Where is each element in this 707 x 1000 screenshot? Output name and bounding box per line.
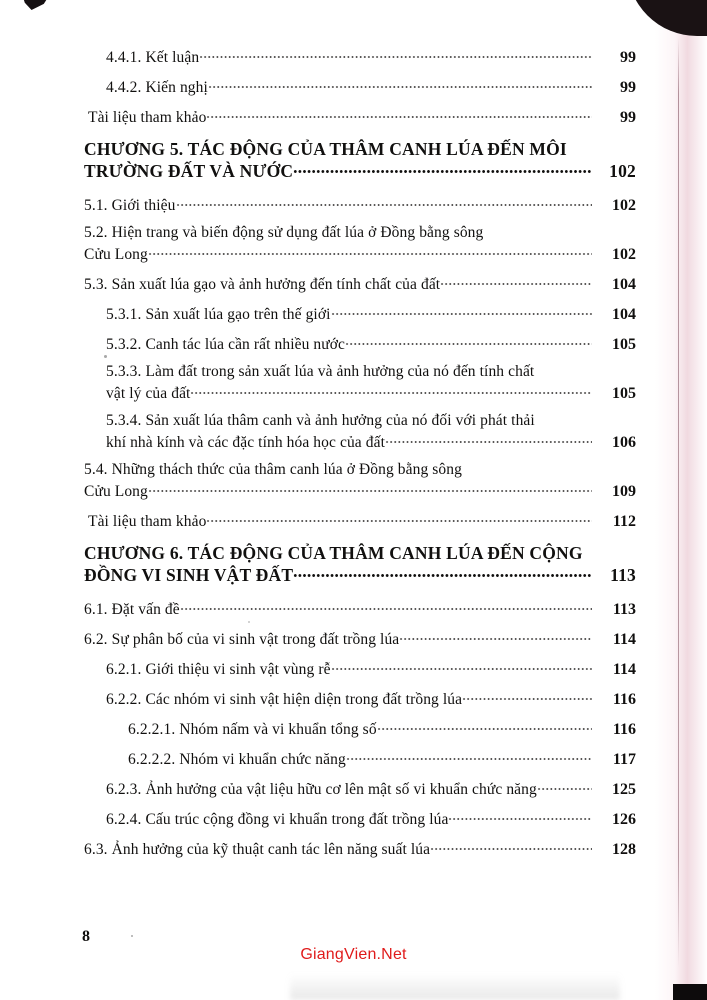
toc-entry-page: 106 bbox=[612, 434, 636, 451]
dot-leader bbox=[440, 273, 592, 289]
dot-leader bbox=[148, 243, 592, 259]
toc-entry-label: 6.3. Ảnh hưởng của kỹ thuật canh tác lên năng suất lúa bbox=[84, 841, 431, 858]
toc-entry-label: 6.2.1. Giới thiệu vi sinh vật vùng rễ bbox=[106, 661, 331, 678]
toc-entry-references[interactable] bbox=[84, 106, 636, 127]
dot-leader bbox=[448, 808, 592, 824]
toc-entry-label-line1: 5.4. Những thách thức của thâm canh lúa ở Đồng bằng sông bbox=[84, 461, 462, 478]
dot-leader bbox=[430, 838, 592, 854]
toc-chapter-label-line2: ĐỒNG VI SINH VẬT ĐẤT bbox=[84, 565, 294, 585]
toc-entry[interactable] bbox=[84, 748, 636, 769]
toc-entry-label: 5.1. Giới thiệu bbox=[84, 197, 176, 214]
dot-leader bbox=[148, 480, 592, 496]
toc-entry-page: 125 bbox=[612, 781, 636, 798]
toc-entry-page: 128 bbox=[612, 841, 636, 858]
toc-entry-chapter-5[interactable] bbox=[84, 139, 636, 182]
toc-entry-label: 6.2.2.1. Nhóm nấm và vi khuẩn tổng số bbox=[128, 721, 377, 738]
dot-leader bbox=[206, 510, 592, 526]
dot-leader bbox=[377, 718, 592, 734]
dot-leader bbox=[331, 658, 592, 674]
toc-chapter-label-line1: CHƯƠNG 5. TÁC ĐỘNG CỦA THÂM CANH LÚA ĐẾN MÔI bbox=[84, 139, 567, 159]
toc-entry-page: 105 bbox=[612, 336, 636, 353]
toc-entry[interactable] bbox=[84, 461, 636, 501]
toc-entry[interactable] bbox=[84, 808, 636, 829]
toc-entry-page: 104 bbox=[612, 276, 636, 293]
table-of-contents bbox=[84, 46, 636, 868]
toc-entry-references[interactable] bbox=[84, 510, 636, 531]
dot-leader bbox=[385, 431, 592, 447]
toc-entry[interactable] bbox=[84, 363, 636, 403]
toc-entry-page: 126 bbox=[612, 811, 636, 828]
toc-entry-label: 6.2.3. Ảnh hưởng của vật liệu hữu cơ lên mật số vi khuẩn chức năng bbox=[106, 781, 537, 798]
dot-leader bbox=[399, 628, 592, 644]
toc-entry-page: 113 bbox=[610, 565, 636, 585]
toc-entry-page: 112 bbox=[612, 513, 636, 530]
toc-entry-label: 5.3. Sản xuất lúa gạo và ảnh hưởng đến tính chất của đất bbox=[84, 276, 441, 293]
toc-entry-label: 6.1. Đặt vấn đề bbox=[84, 601, 180, 618]
dot-leader bbox=[462, 688, 592, 704]
toc-entry[interactable] bbox=[84, 76, 636, 97]
toc-entry[interactable] bbox=[84, 658, 636, 679]
toc-entry[interactable] bbox=[84, 628, 636, 649]
toc-entry-label-line1: 5.2. Hiện trang và biến động sử dụng đất lúa ở Đồng bằng sông bbox=[84, 224, 484, 241]
toc-chapter-label-line1: CHƯƠNG 6. TÁC ĐỘNG CỦA THÂM CANH LÚA ĐẾN CỘNG bbox=[84, 543, 583, 563]
toc-entry-page: 99 bbox=[620, 49, 636, 66]
dot-leader bbox=[345, 333, 592, 349]
toc-entry-page: 117 bbox=[612, 751, 636, 768]
toc-entry-label-line2: vật lý của đất bbox=[106, 385, 191, 402]
toc-entry-label: 6.2. Sự phân bố của vi sinh vật trong đất trồng lúa bbox=[84, 631, 400, 648]
toc-entry-label: 6.2.2.2. Nhóm vi khuẩn chức năng bbox=[128, 751, 346, 768]
toc-entry-page: 116 bbox=[612, 721, 636, 738]
toc-entry-page: 104 bbox=[612, 306, 636, 323]
toc-entry[interactable] bbox=[84, 412, 636, 452]
toc-entry[interactable] bbox=[84, 333, 636, 354]
page-number: 8 bbox=[82, 928, 90, 945]
dot-leader bbox=[331, 303, 592, 319]
toc-entry-page: 102 bbox=[612, 246, 636, 263]
toc-chapter-label-line2: TRƯỜNG ĐẤT VÀ NƯỚC bbox=[84, 161, 294, 181]
toc-entry[interactable] bbox=[84, 224, 636, 264]
toc-entry-label-line2: khí nhà kính và các đặc tính hóa học của đất bbox=[106, 434, 385, 451]
toc-entry-label: Tài liệu tham khảo bbox=[88, 513, 207, 530]
toc-entry[interactable] bbox=[84, 194, 636, 215]
dot-leader bbox=[176, 194, 593, 210]
toc-entry-page: 114 bbox=[612, 661, 636, 678]
toc-entry-label: 6.2.4. Cấu trúc cộng đồng vi khuẩn trong đất trồng lúa bbox=[106, 811, 449, 828]
dot-leader bbox=[190, 382, 592, 398]
dot-leader bbox=[293, 161, 592, 177]
toc-entry-label-line2: Cửu Long bbox=[84, 246, 148, 263]
dot-leader bbox=[206, 106, 592, 122]
toc-entry-page: 113 bbox=[612, 601, 636, 618]
toc-entry-page: 114 bbox=[612, 631, 636, 648]
scan-corner-shadow-top-right bbox=[627, 0, 707, 36]
toc-entry[interactable] bbox=[84, 718, 636, 739]
toc-entry[interactable] bbox=[84, 688, 636, 709]
toc-entry-label-line1: 5.3.4. Sản xuất lúa thâm canh và ảnh hưởng của nó đối với phát thải bbox=[106, 412, 535, 429]
toc-entry-chapter-6[interactable] bbox=[84, 543, 636, 586]
scan-mark-top-left bbox=[22, 0, 50, 10]
dot-leader bbox=[537, 778, 592, 794]
toc-entry-label: 4.4.1. Kết luận bbox=[106, 49, 200, 66]
scan-edge-shadow bbox=[655, 0, 707, 1000]
toc-entry-page: 102 bbox=[612, 197, 636, 214]
scan-corner-shadow-bottom-right bbox=[673, 984, 707, 1000]
toc-entry[interactable] bbox=[84, 303, 636, 324]
toc-entry[interactable] bbox=[84, 598, 636, 619]
toc-entry[interactable] bbox=[84, 838, 636, 859]
toc-entry-label: 4.4.2. Kiến nghị bbox=[106, 79, 208, 96]
dot-leader bbox=[346, 748, 592, 764]
dot-leader bbox=[180, 598, 592, 614]
scan-page-edge-line bbox=[678, 38, 679, 968]
toc-entry-label: Tài liệu tham khảo bbox=[88, 109, 207, 126]
toc-entry-label: 5.3.2. Canh tác lúa cần rất nhiều nước bbox=[106, 336, 346, 353]
toc-entry-page: 109 bbox=[612, 483, 636, 500]
scan-smudge-bottom bbox=[290, 974, 620, 1000]
scan-speck bbox=[131, 935, 133, 937]
toc-entry[interactable] bbox=[84, 778, 636, 799]
toc-entry-label-line2: Cửu Long bbox=[84, 483, 148, 500]
toc-entry-page: 105 bbox=[612, 385, 636, 402]
toc-entry-label-line1: 5.3.3. Làm đất trong sản xuất lúa và ảnh hưởng của nó đến tính chất bbox=[106, 363, 535, 380]
dot-leader bbox=[199, 46, 592, 62]
dot-leader bbox=[208, 76, 592, 92]
toc-entry-label: 5.3.1. Sản xuất lúa gạo trên thế giới bbox=[106, 306, 331, 323]
toc-entry[interactable] bbox=[84, 273, 636, 294]
toc-entry-label: 6.2.2. Các nhóm vi sinh vật hiện diện trong đất trồng lúa bbox=[106, 691, 463, 708]
toc-entry-page: 102 bbox=[609, 161, 636, 181]
toc-entry[interactable] bbox=[84, 46, 636, 67]
toc-entry-page: 99 bbox=[620, 79, 636, 96]
toc-entry-page: 99 bbox=[620, 109, 636, 126]
dot-leader bbox=[293, 565, 592, 581]
watermark: GiangVien.Net bbox=[300, 946, 407, 963]
toc-entry-page: 116 bbox=[612, 691, 636, 708]
